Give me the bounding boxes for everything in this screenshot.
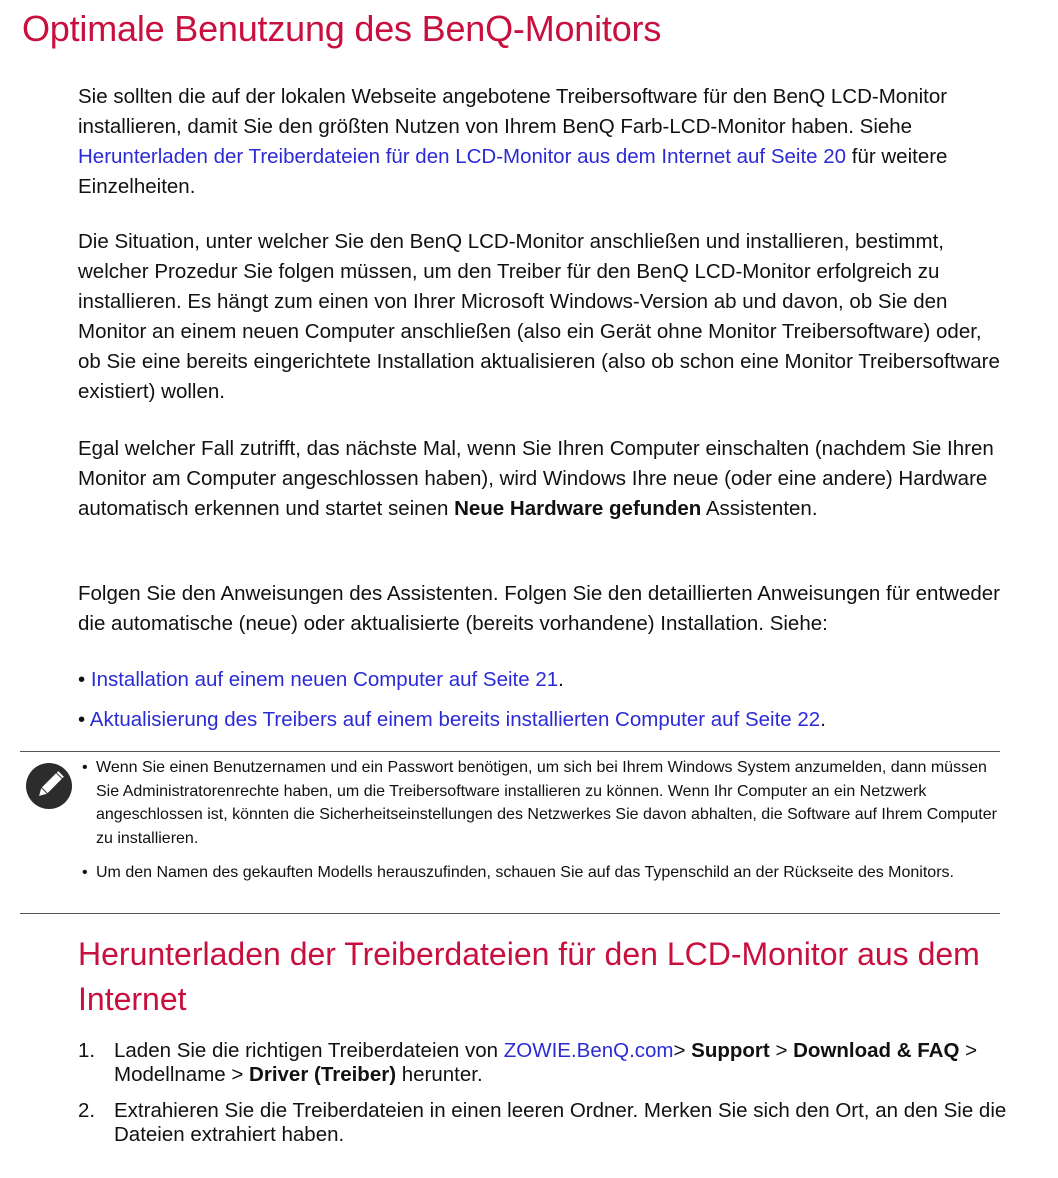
step-number: 1. [78,1039,96,1062]
hardware-paragraph [78,434,1008,524]
pencil-icon [26,763,72,809]
driver-label: Driver (Treiber) [249,1063,397,1086]
situation-paragraph: Die Situation, unter welcher Sie den BenQ LCD-Monitor anschließen und installieren, bestimmt, welcher Prozedur Sie folgen müssen, um den Treiber für den BenQ LCD-Monitor erfolgreich zu installieren. Es hängt zum einen von Ihrer Microsoft Windows-Version ab und davon, ob Sie den Monitor an einem neuen Computer anschließen (also ein Gerät ohne Monitor Treibersoftware) oder, ob Sie eine bereits eingerichtete Installation aktualisieren (also ob schon eine Monitor Treibersoftware existiert) wollen. [78,230,1000,403]
list-item [78,665,1008,695]
bullet: • [78,668,86,691]
follow-instructions-paragraph: Folgen Sie den Anweisungen des Assistenten. Folgen Sie den detaillierten Anweisungen für entweder die automatische (neue) oder aktualisierte (bereits vorhandene) Installation. Siehe: [78,582,1000,635]
note-bullet: • [82,864,88,881]
zowie-website-link[interactable]: ZOWIE.BenQ.com [503,1039,674,1062]
step-number: 2. [78,1099,96,1122]
hardware-text: Egal welcher Fall zutrifft, das nächste Mal, wenn Sie Ihren Computer einschalten (nachdem Sie Ihren Monitor am Computer angeschlossen haben), wird Windows Ihre neue (oder eine andere) Hardware automatisch erkennen und startet seinen [78,437,994,520]
support-label: Support [691,1039,770,1062]
download-drivers-link[interactable]: Herunterladen der Treiberdateien für den LCD-Monitor aus dem Internet auf Seite 20 [78,145,847,168]
note-top-divider [20,751,1000,752]
period: . [820,708,826,731]
note-text: Wenn Sie einen Benutzernamen und ein Passwort benötigen, um sich bei Ihrem Windows System anzumelden, dann müssen Sie Administratorenrechte haben, um die Treibersoftware installieren zu können. Wenn Ihr Computer an ein Netzwerk angeschlossen ist, könnten die Sicherheitseinstellungen des Netzwerkes Sie davon abhalten, die Software auf Ihrem Computer zu installieren. [96,759,997,847]
step-text: Extrahieren Sie die Treiberdateien in einen leeren Ordner. Merken Sie sich den Ort, an den Sie die Dateien extrahiert haben. [114,1099,1007,1146]
period: . [558,668,564,691]
step-item [78,1039,1008,1087]
page-title: Optimale Benutzung des BenQ-Monitors [22,8,662,49]
step-text-part: Laden Sie die richtigen Treiberdateien von [114,1039,504,1062]
step-text-part: > [769,1039,794,1062]
download-faq-label: Download & FAQ [793,1039,960,1062]
note-text: Um den Namen des gekauften Modells herauszufinden, schauen Sie auf das Typenschild an der Rückseite des Monitors. [96,864,954,881]
hardware-text-end: Assistenten. [701,497,818,520]
new-hardware-found-label: Neue Hardware gefunden [454,497,702,520]
section-title: Herunterladen der Treiberdateien für den LCD-Monitor aus dem Internet [78,936,980,1017]
note-item [82,861,997,885]
bullet: • [78,708,86,731]
new-computer-install-link[interactable]: Installation auf einem neuen Computer auf Seite 21 [90,668,559,691]
intro-paragraph [78,82,1008,202]
note-item [82,756,997,850]
step-text [78,1039,1008,1087]
step-item [78,1099,1008,1147]
step-text-part: > Modellname > [114,1039,978,1086]
step-text-part: herunter. [396,1063,483,1086]
list-item [78,705,1008,735]
note-bullet: • [82,759,88,776]
note-bottom-divider [20,913,1000,914]
intro-text: Sie sollten die auf der lokalen Webseite angebotene Treibersoftware für den BenQ LCD-Monitor installieren, damit Sie den größten Nutzen von Ihrem BenQ Farb-LCD-Monitor haben. Siehe [78,85,948,138]
step-text-part: > [673,1039,692,1062]
update-driver-link[interactable]: Aktualisierung des Treibers auf einem bereits installierten Computer auf Seite 22 [89,708,821,731]
intro-text-end: für weitere Einzelheiten. [78,145,948,198]
